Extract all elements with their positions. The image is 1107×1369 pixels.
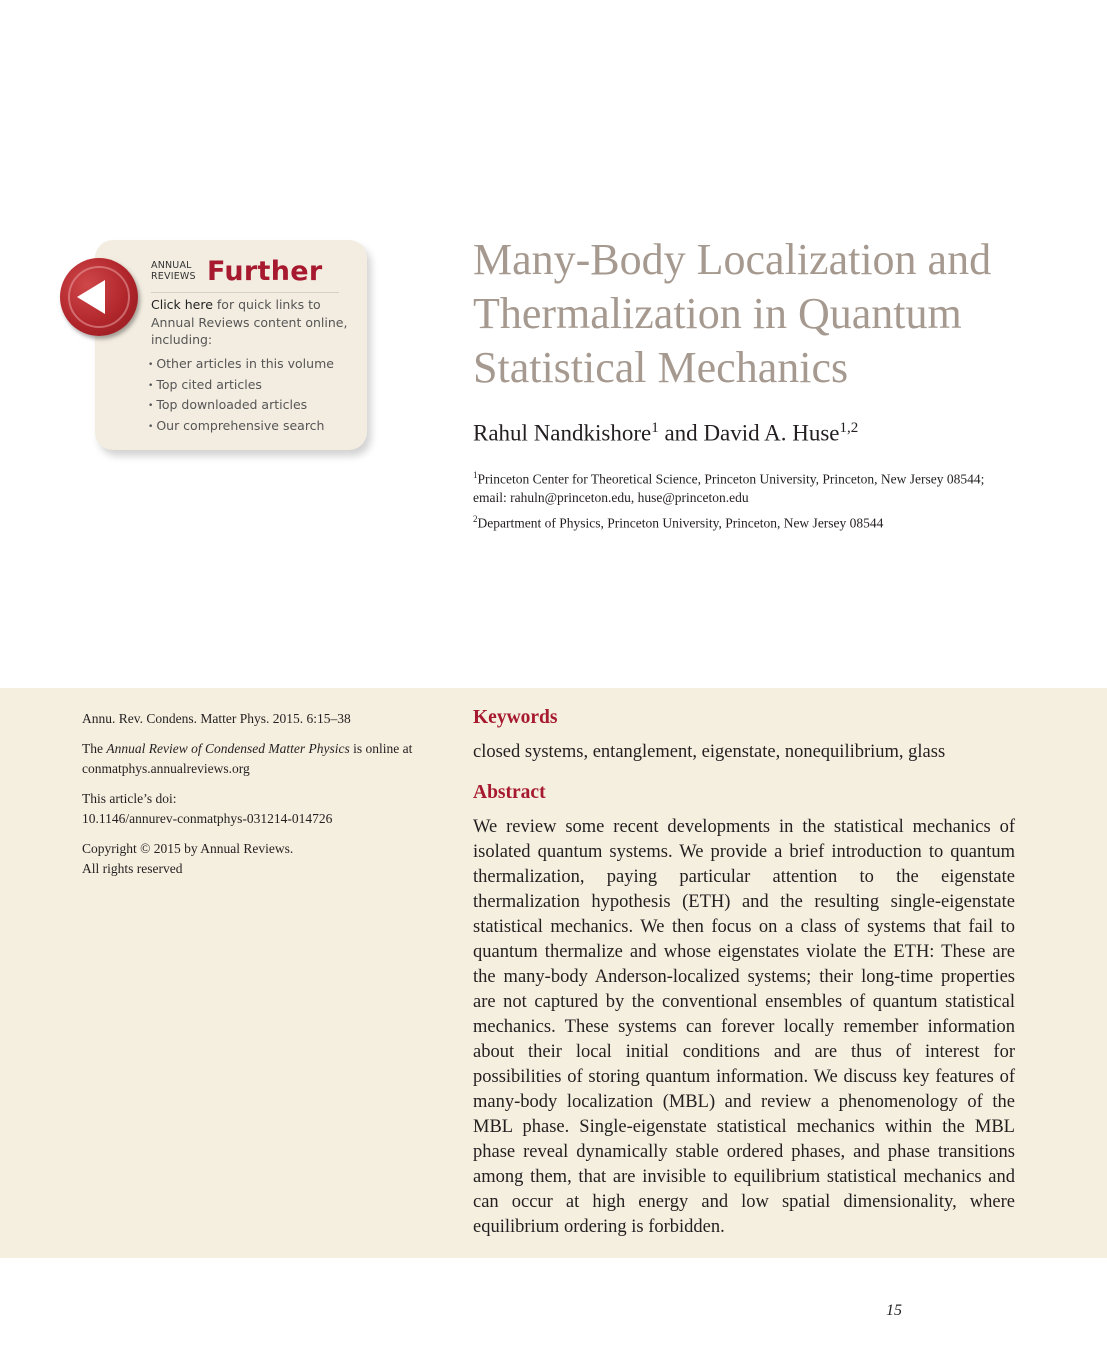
author-1-affiliation-mark: 1 xyxy=(651,420,659,436)
annual-reviews-brand xyxy=(151,260,196,282)
article-authors xyxy=(473,420,858,447)
author-conjunction: and xyxy=(658,420,704,446)
affiliation-1 xyxy=(473,466,1018,508)
abstract-text: We review some recent developments in the statistical mechanics of isolated quantum systems. We provide a brief introduction to quantum thermalization, paying particular attention to the eigenstate thermalization hypothesis (ETH) and the resulting single-eigenstate statistical mechanics. We then focus on a class of systems that fail to quantum thermalize and whose eigenstates violate the ETH: These are the many-body Anderson-localized systems; their long-time properties are not captured by the conventional ensembles of quantum statistical mechanics. These systems can forever locally remember information about their local initial conditions and are thus of interest for possibilities of storing quantum information. We discuss key features of many-body localization (MBL) and review a phenomenology of the MBL phase. Single-eigenstate statistical mechanics within the MBL phase reveal dynamically stable ordered phases, and phase transitions among them, that are invisible to equilibrium statistical mechanics and can occur at high energy and low spatial dimensionality, where equilibrium ordering is forbidden. xyxy=(473,817,1015,1237)
online-note-post[interactable]: is online at conmatphys.annualreviews.org xyxy=(82,741,413,776)
brand-line-annual: ANNUAL xyxy=(151,260,192,271)
affiliation-2-text: Department of Physics, Princeton University, Princeton, New Jersey 08544 xyxy=(477,515,884,531)
article-title: Many-Body Localization and Thermalization in Quantum Statistical Mechanics xyxy=(473,235,992,392)
further-link-search[interactable]: • Our comprehensive search xyxy=(148,417,334,438)
abstract-heading: Abstract xyxy=(473,782,546,803)
further-intro xyxy=(151,296,351,349)
affiliation-1-text: Princeton Center for Theoretical Science, Princeton University, Princeton, New Jersey 08544; email: rahuln@princeton.edu, huse@princeton.edu xyxy=(473,471,985,505)
doi-label: This article’s doi: xyxy=(82,791,177,806)
affiliation-1-mark: 1 xyxy=(473,470,478,480)
online-note-pre: The xyxy=(82,741,107,756)
further-link-other-articles[interactable]: • Other articles in this volume xyxy=(148,355,334,376)
affiliation-2-mark: 2 xyxy=(473,514,478,524)
click-here-link[interactable]: Click here xyxy=(151,297,213,312)
further-link-top-cited[interactable]: • Top cited articles xyxy=(148,376,334,397)
journal-name: Annual Review of Condensed Matter Physics xyxy=(106,741,350,756)
further-title: Further xyxy=(207,256,323,287)
further-intro-text: for quick links to Annual Reviews content online, including: xyxy=(151,297,348,347)
copyright-block xyxy=(82,839,422,878)
author-2-affiliation-mark: 1,2 xyxy=(839,420,859,436)
doi-value[interactable]: 10.1146/annurev-conmatphys-031214-014726 xyxy=(82,810,333,826)
affiliation-2 xyxy=(473,510,1018,533)
author-name-1[interactable]: Rahul Nandkishore xyxy=(473,420,652,446)
further-divider xyxy=(151,292,339,293)
page-number: 15 xyxy=(886,1302,902,1319)
brand-line-reviews: REVIEWS xyxy=(151,271,196,282)
back-arrow-icon[interactable] xyxy=(60,258,138,336)
doi-block xyxy=(82,789,422,828)
online-note xyxy=(82,739,422,778)
citation: Annu. Rev. Condens. Matter Phys. 2015. 6:15–38 xyxy=(82,711,351,726)
rights-line: All rights reserved xyxy=(82,860,183,876)
further-links-list xyxy=(148,355,334,437)
keywords-heading: Keywords xyxy=(473,707,558,728)
keywords-text: closed systems, entanglement, eigenstate, nonequilibrium, glass xyxy=(473,742,946,762)
further-link-top-downloaded[interactable]: • Top downloaded articles xyxy=(148,396,334,417)
author-name-2[interactable]: David A. Huse xyxy=(703,420,840,446)
copyright-line: Copyright © 2015 by Annual Reviews. xyxy=(82,841,294,856)
